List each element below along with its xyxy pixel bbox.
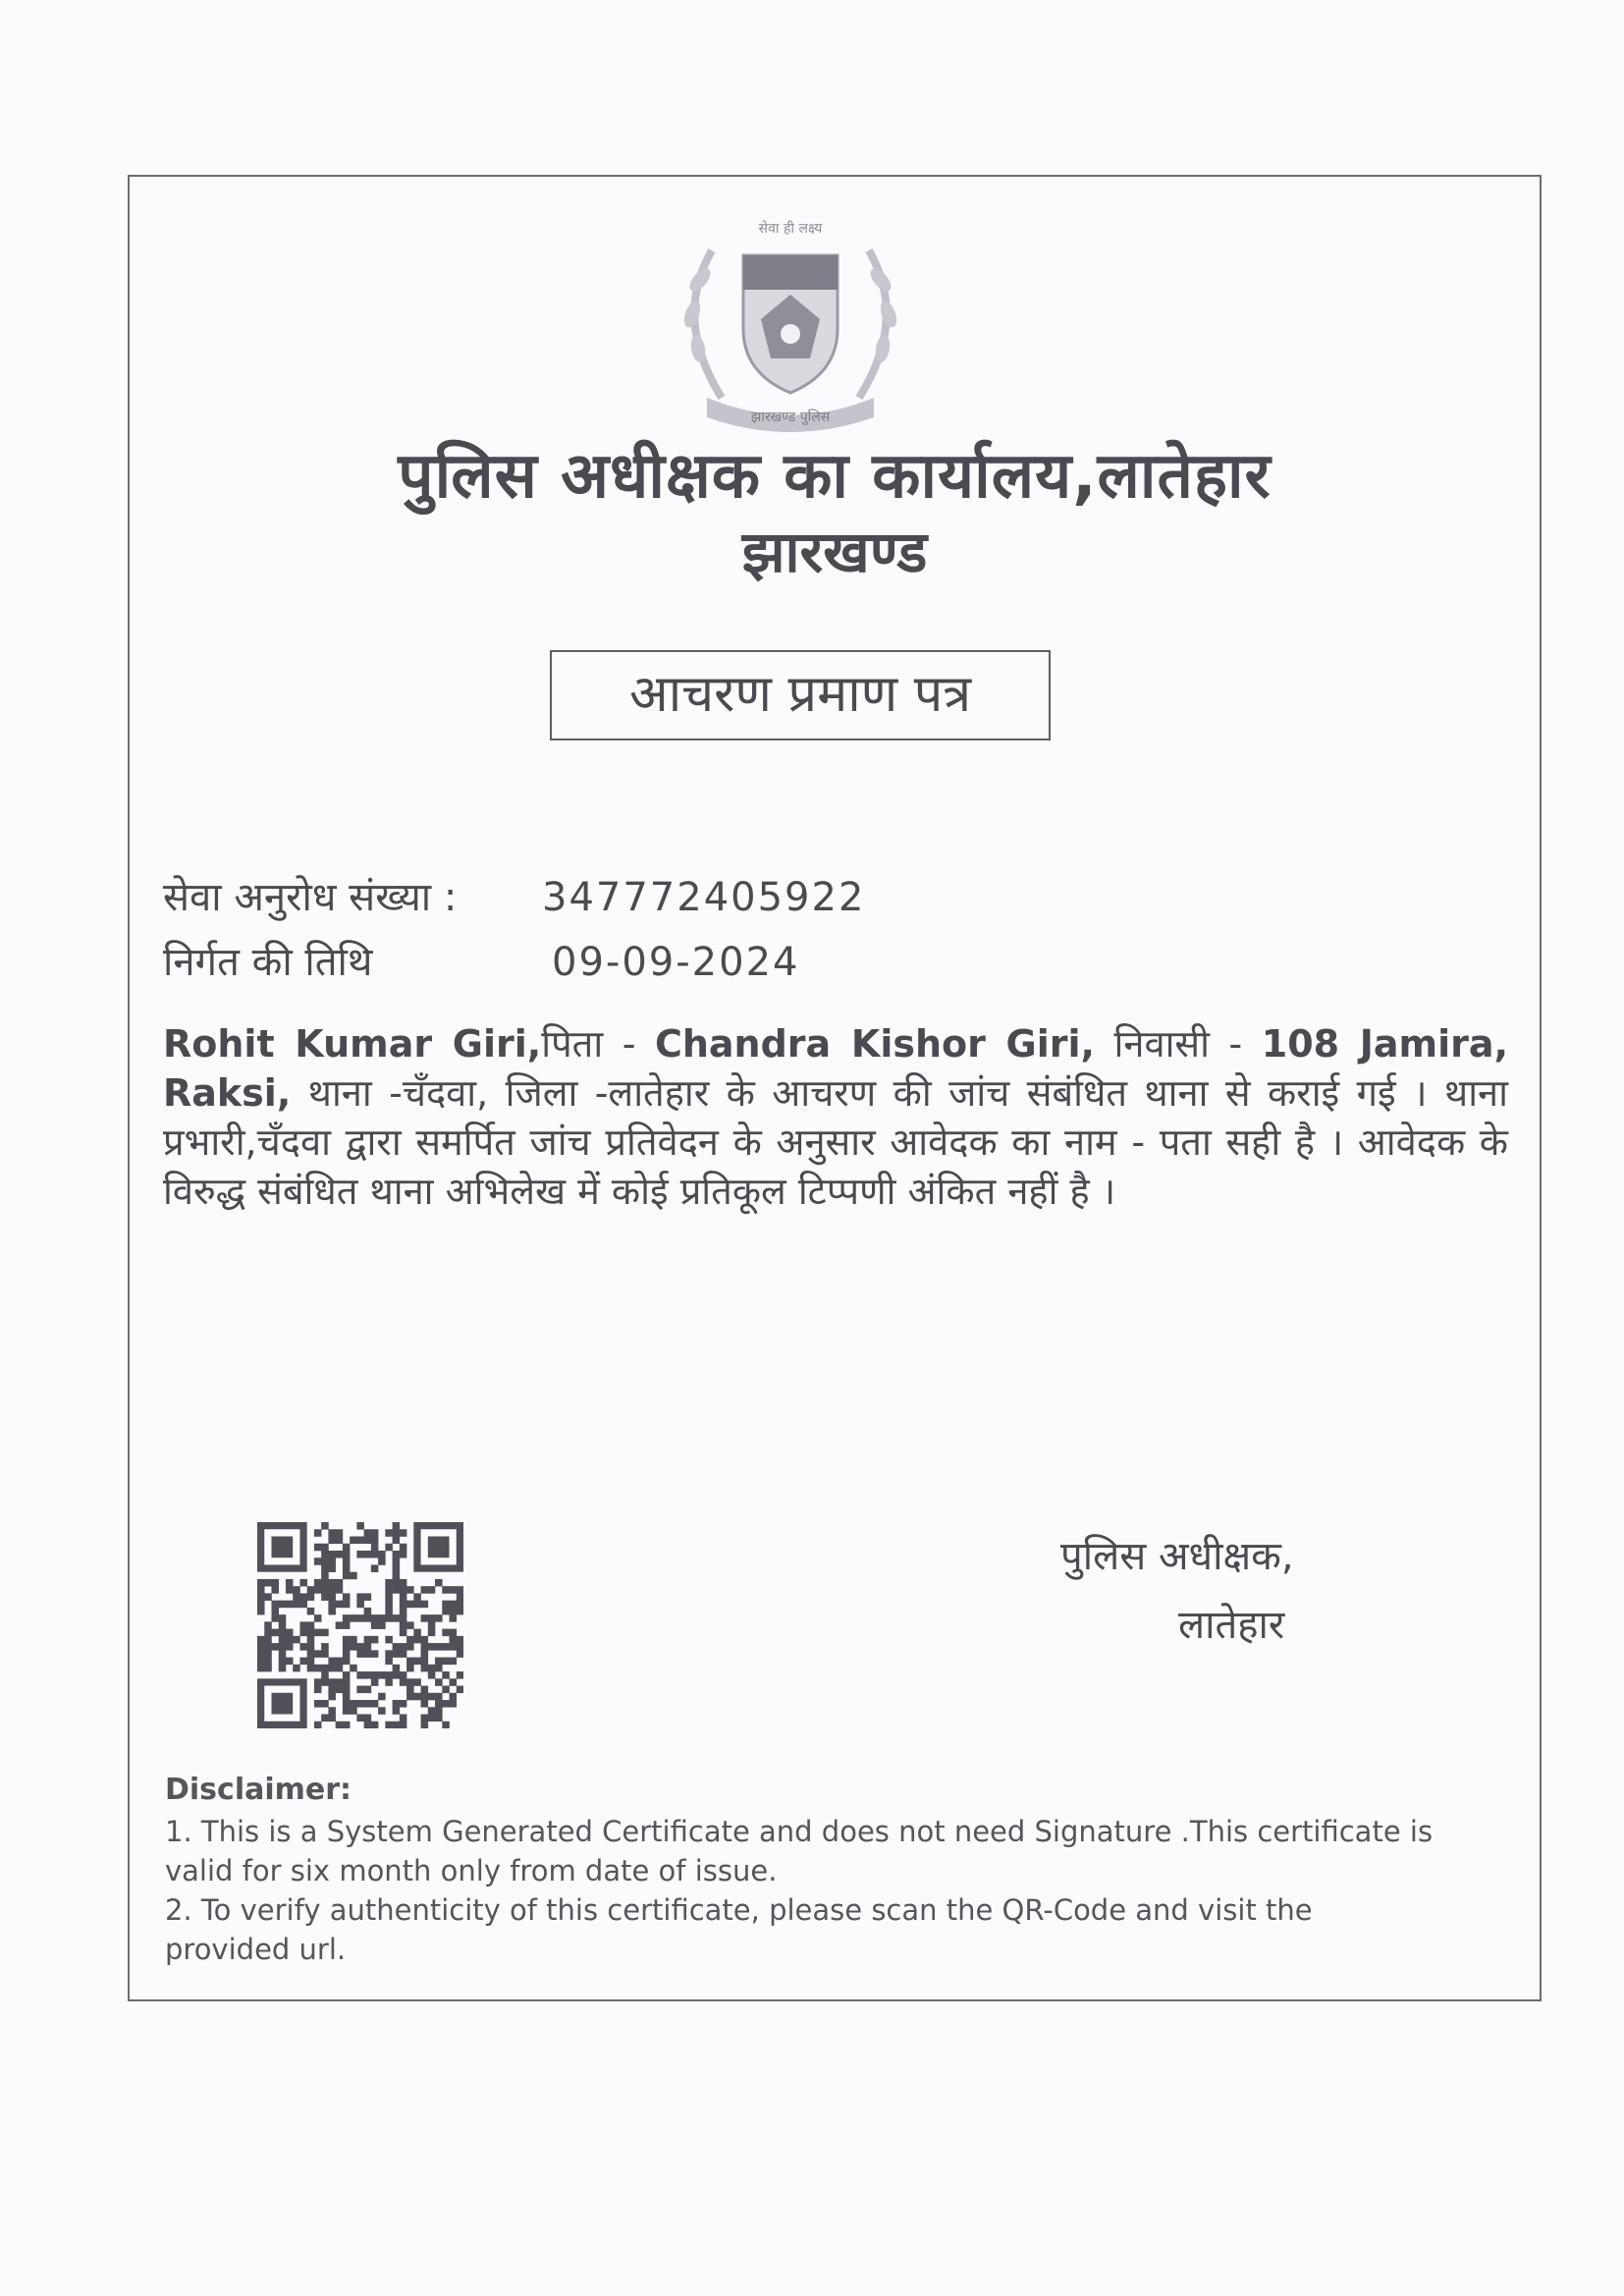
issue-date-label: निर्गत की तिथि (163, 940, 373, 985)
signatory-location: लातेहार (1178, 1603, 1285, 1648)
police-emblem (653, 211, 928, 437)
office-state: झारखण्ड (741, 519, 928, 585)
disclaimer-line-1: 1. This is a System Generated Certificate and does not need Signature .This certificate is valid for six month only from date of issue. (165, 1815, 1434, 1887)
request-number-value: 347772405922 (542, 875, 866, 920)
disclaimer-heading: Disclaimer: (165, 1773, 352, 1807)
applicant-address: 108 Jamira, Raksi, (163, 1022, 1508, 1115)
disclaimer-text (165, 1812, 1441, 1969)
father-label: पिता - (541, 1022, 655, 1066)
emblem-ribbon-text: झारखण्ड पुलिस (750, 410, 831, 425)
office-title: पुलिस अधीक्षक का कार्यालय,लातेहार (398, 440, 1272, 513)
emblem-motto: सेवा ही लक्ष्य (758, 221, 823, 237)
resident-label: निवासी - (1094, 1022, 1262, 1066)
body-text: थाना -चँदवा, जिला -लातेहार के आचरण की जांच संबंधित थाना से कराई गई । थाना प्रभारी,चँदवा द्वारा समर्पित जांच प्रतिवेदन के अनुसार आवेदक का नाम - पता सही है । आवेदक के विरुद्ध संबंधित थाना अभिलेख में कोई प्रतिकूल टिप्पणी अंकित नहीं है । (163, 1071, 1508, 1213)
request-number-row (163, 868, 865, 922)
request-number-label: सेवा अनुरोध संख्या : (163, 875, 458, 920)
certificate-body (163, 1019, 1508, 1216)
father-name: Chandra Kishor Giri, (654, 1022, 1095, 1066)
applicant-name: Rohit Kumar Giri, (163, 1022, 542, 1066)
disclaimer-line-2: 2. To verify authenticity of this certificate, please scan the QR-Code and visit the provided url. (165, 1893, 1313, 1966)
issue-date-row (163, 933, 799, 987)
issue-date-value: 09-09-2024 (552, 940, 800, 985)
signatory-title: पुलिस अधीक्षक, (1060, 1534, 1294, 1579)
certificate-title: आचरण प्रमाण पत्र (550, 650, 1051, 740)
qr-code[interactable] (257, 1522, 463, 1728)
